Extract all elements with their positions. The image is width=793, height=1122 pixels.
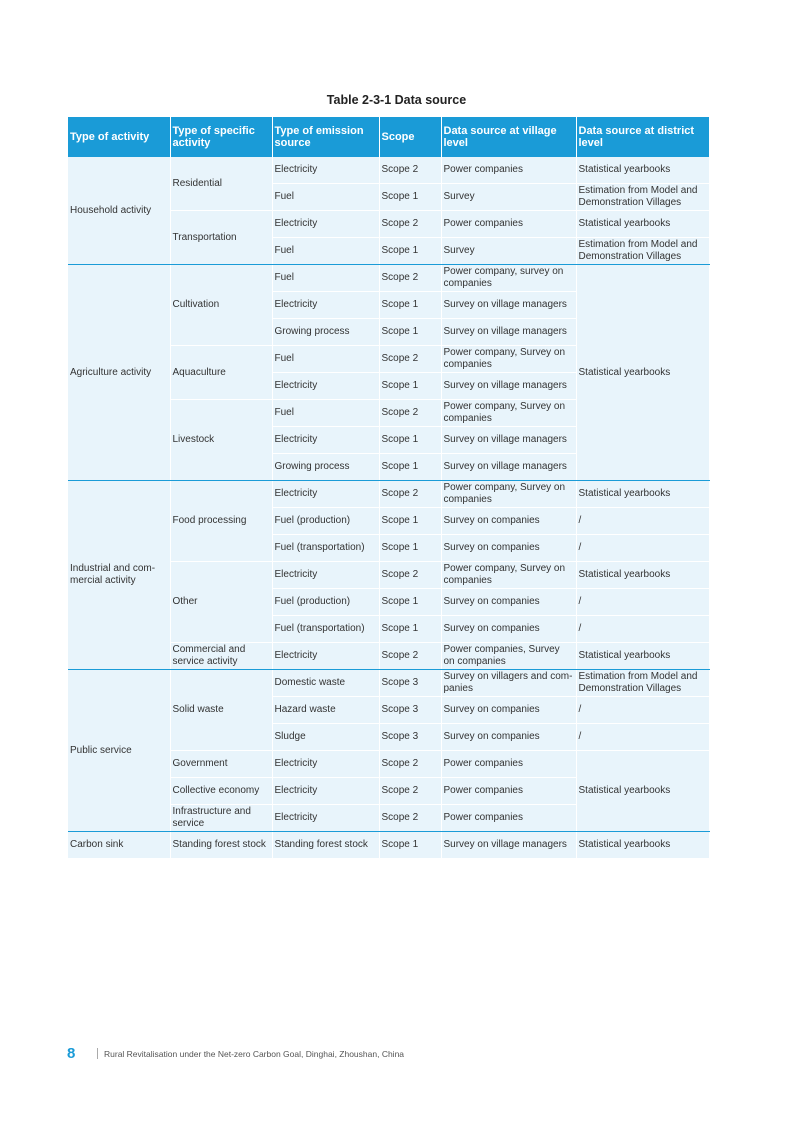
emission-source-cell: Sludge xyxy=(272,724,379,751)
emission-source-cell: Fuel xyxy=(272,238,379,265)
emission-source-cell: Hazard waste xyxy=(272,697,379,724)
district-source-cell: Estimation from Model and Demonstration Villages xyxy=(576,670,709,697)
village-source-cell: Survey on village managers xyxy=(441,373,576,400)
header-row xyxy=(68,117,709,157)
district-source-cell: Statistical yearbooks xyxy=(576,481,709,508)
village-source-cell: Survey on companies xyxy=(441,589,576,616)
scope-cell: Scope 2 xyxy=(379,562,441,589)
header-specific-activity: Type of specific activity xyxy=(170,117,272,157)
village-source-cell: Power company, Survey on companies xyxy=(441,346,576,373)
village-source-cell: Power company, Survey on companies xyxy=(441,562,576,589)
header-district-source: Data source at district level xyxy=(576,117,709,157)
village-source-cell: Survey xyxy=(441,238,576,265)
scope-cell: Scope 1 xyxy=(379,373,441,400)
district-source-cell: / xyxy=(576,589,709,616)
scope-cell: Scope 1 xyxy=(379,184,441,211)
specific-activity-cell: Collective economy xyxy=(170,778,272,805)
scope-cell: Scope 2 xyxy=(379,400,441,427)
specific-activity-cell: Infrastructure and service xyxy=(170,805,272,832)
scope-cell: Scope 3 xyxy=(379,697,441,724)
emission-source-cell: Electricity xyxy=(272,643,379,670)
emission-source-cell: Fuel xyxy=(272,184,379,211)
page-number: 8 xyxy=(67,1045,76,1062)
activity-cell: Agriculture activity xyxy=(68,265,170,481)
table-row xyxy=(68,832,709,859)
district-source-cell: / xyxy=(576,616,709,643)
scope-cell: Scope 1 xyxy=(379,535,441,562)
scope-cell: Scope 1 xyxy=(379,319,441,346)
emission-source-cell: Electricity xyxy=(272,157,379,184)
emission-source-cell: Electricity xyxy=(272,751,379,778)
activity-cell: Industrial and com-mercial activity xyxy=(68,481,170,670)
activity-cell: Household activity xyxy=(68,157,170,265)
scope-cell: Scope 1 xyxy=(379,454,441,481)
activity-cell: Public service xyxy=(68,670,170,832)
scope-cell: Scope 2 xyxy=(379,481,441,508)
village-source-cell: Survey on companies xyxy=(441,508,576,535)
village-source-cell: Power company, Survey on companies xyxy=(441,400,576,427)
emission-source-cell: Electricity xyxy=(272,805,379,832)
table-row xyxy=(68,265,709,292)
district-source-cell: Estimation from Model and Demonstration Villages xyxy=(576,184,709,211)
district-source-cell: Estimation from Model and Demonstration Villages xyxy=(576,238,709,265)
scope-cell: Scope 2 xyxy=(379,346,441,373)
header-scope: Scope xyxy=(379,117,441,157)
emission-source-cell: Electricity xyxy=(272,427,379,454)
village-source-cell: Power companies xyxy=(441,778,576,805)
table-row xyxy=(68,157,709,184)
emission-source-cell: Fuel (transportation) xyxy=(272,535,379,562)
emission-source-cell: Fuel (transportation) xyxy=(272,616,379,643)
specific-activity-cell: Government xyxy=(170,751,272,778)
scope-cell: Scope 2 xyxy=(379,157,441,184)
village-source-cell: Survey on companies xyxy=(441,724,576,751)
scope-cell: Scope 1 xyxy=(379,292,441,319)
page-footer xyxy=(67,1045,404,1062)
emission-source-cell: Fuel (production) xyxy=(272,508,379,535)
emission-source-cell: Electricity xyxy=(272,481,379,508)
scope-cell: Scope 3 xyxy=(379,724,441,751)
specific-activity-cell: Transportation xyxy=(170,211,272,265)
district-source-cell: Statistical yearbooks xyxy=(576,562,709,589)
village-source-cell: Survey on village managers xyxy=(441,319,576,346)
village-source-cell: Survey on companies xyxy=(441,535,576,562)
footer-text: Rural Revitalisation under the Net-zero Carbon Goal, Dinghai, Zhoushan, China xyxy=(104,1048,405,1059)
emission-source-cell: Fuel xyxy=(272,346,379,373)
village-source-cell: Survey on village managers xyxy=(441,454,576,481)
emission-source-cell: Fuel xyxy=(272,265,379,292)
specific-activity-cell: Residential xyxy=(170,157,272,211)
specific-activity-cell: Other xyxy=(170,562,272,643)
scope-cell: Scope 2 xyxy=(379,211,441,238)
district-source-cell: / xyxy=(576,697,709,724)
village-source-cell: Survey on village managers xyxy=(441,427,576,454)
emission-source-cell: Fuel xyxy=(272,400,379,427)
district-source-cell: Statistical yearbooks xyxy=(576,832,709,859)
header-village-source: Data source at village level xyxy=(441,117,576,157)
specific-activity-cell: Aquaculture xyxy=(170,346,272,400)
specific-activity-cell: Livestock xyxy=(170,400,272,481)
village-source-cell: Survey xyxy=(441,184,576,211)
emission-source-cell: Electricity xyxy=(272,373,379,400)
emission-source-cell: Electricity xyxy=(272,292,379,319)
village-source-cell: Power companies xyxy=(441,211,576,238)
district-source-cell: Statistical yearbooks xyxy=(576,211,709,238)
district-source-cell: Statistical yearbooks xyxy=(576,643,709,670)
village-source-cell: Power company, Survey on companies xyxy=(441,481,576,508)
emission-source-cell: Domestic waste xyxy=(272,670,379,697)
scope-cell: Scope 2 xyxy=(379,265,441,292)
emission-source-cell: Electricity xyxy=(272,211,379,238)
village-source-cell: Power companies xyxy=(441,157,576,184)
scope-cell: Scope 3 xyxy=(379,670,441,697)
district-source-cell: / xyxy=(576,508,709,535)
village-source-cell: Survey on village managers xyxy=(441,832,576,859)
village-source-cell: Survey on companies xyxy=(441,697,576,724)
district-source-cell: Statistical yearbooks xyxy=(576,751,709,832)
table-row xyxy=(68,481,709,508)
village-source-cell: Power companies xyxy=(441,751,576,778)
village-source-cell: Survey on village managers xyxy=(441,292,576,319)
specific-activity-cell: Commercial and service activity xyxy=(170,643,272,670)
specific-activity-cell: Solid waste xyxy=(170,670,272,751)
emission-source-cell: Fuel (production) xyxy=(272,589,379,616)
district-source-cell: Statistical yearbooks xyxy=(576,265,709,481)
village-source-cell: Survey on villagers and com-panies xyxy=(441,670,576,697)
specific-activity-cell: Food processing xyxy=(170,481,272,562)
footer-divider xyxy=(97,1048,98,1059)
scope-cell: Scope 1 xyxy=(379,589,441,616)
district-source-cell: / xyxy=(576,535,709,562)
header-type-of-activity: Type of activity xyxy=(68,117,170,157)
table-title: Table 2-3-1 Data source xyxy=(326,93,467,107)
scope-cell: Scope 1 xyxy=(379,508,441,535)
emission-source-cell: Growing process xyxy=(272,454,379,481)
scope-cell: Scope 2 xyxy=(379,805,441,832)
scope-cell: Scope 2 xyxy=(379,643,441,670)
scope-cell: Scope 1 xyxy=(379,832,441,859)
specific-activity-cell: Cultivation xyxy=(170,265,272,346)
district-source-cell: Statistical yearbooks xyxy=(576,157,709,184)
table-row xyxy=(68,670,709,697)
specific-activity-cell: Standing forest stock xyxy=(170,832,272,859)
scope-cell: Scope 1 xyxy=(379,238,441,265)
emission-source-cell: Standing forest stock xyxy=(272,832,379,859)
header-emission-source: Type of emission source xyxy=(272,117,379,157)
activity-cell: Carbon sink xyxy=(68,832,170,859)
village-source-cell: Power companies xyxy=(441,805,576,832)
village-source-cell: Power company, survey on companies xyxy=(441,265,576,292)
scope-cell: Scope 2 xyxy=(379,751,441,778)
data-source-table xyxy=(68,117,710,859)
emission-source-cell: Electricity xyxy=(272,778,379,805)
emission-source-cell: Electricity xyxy=(272,562,379,589)
scope-cell: Scope 1 xyxy=(379,427,441,454)
village-source-cell: Survey on companies xyxy=(441,616,576,643)
district-source-cell: / xyxy=(576,724,709,751)
scope-cell: Scope 2 xyxy=(379,778,441,805)
village-source-cell: Power companies, Survey on companies xyxy=(441,643,576,670)
scope-cell: Scope 1 xyxy=(379,616,441,643)
emission-source-cell: Growing process xyxy=(272,319,379,346)
